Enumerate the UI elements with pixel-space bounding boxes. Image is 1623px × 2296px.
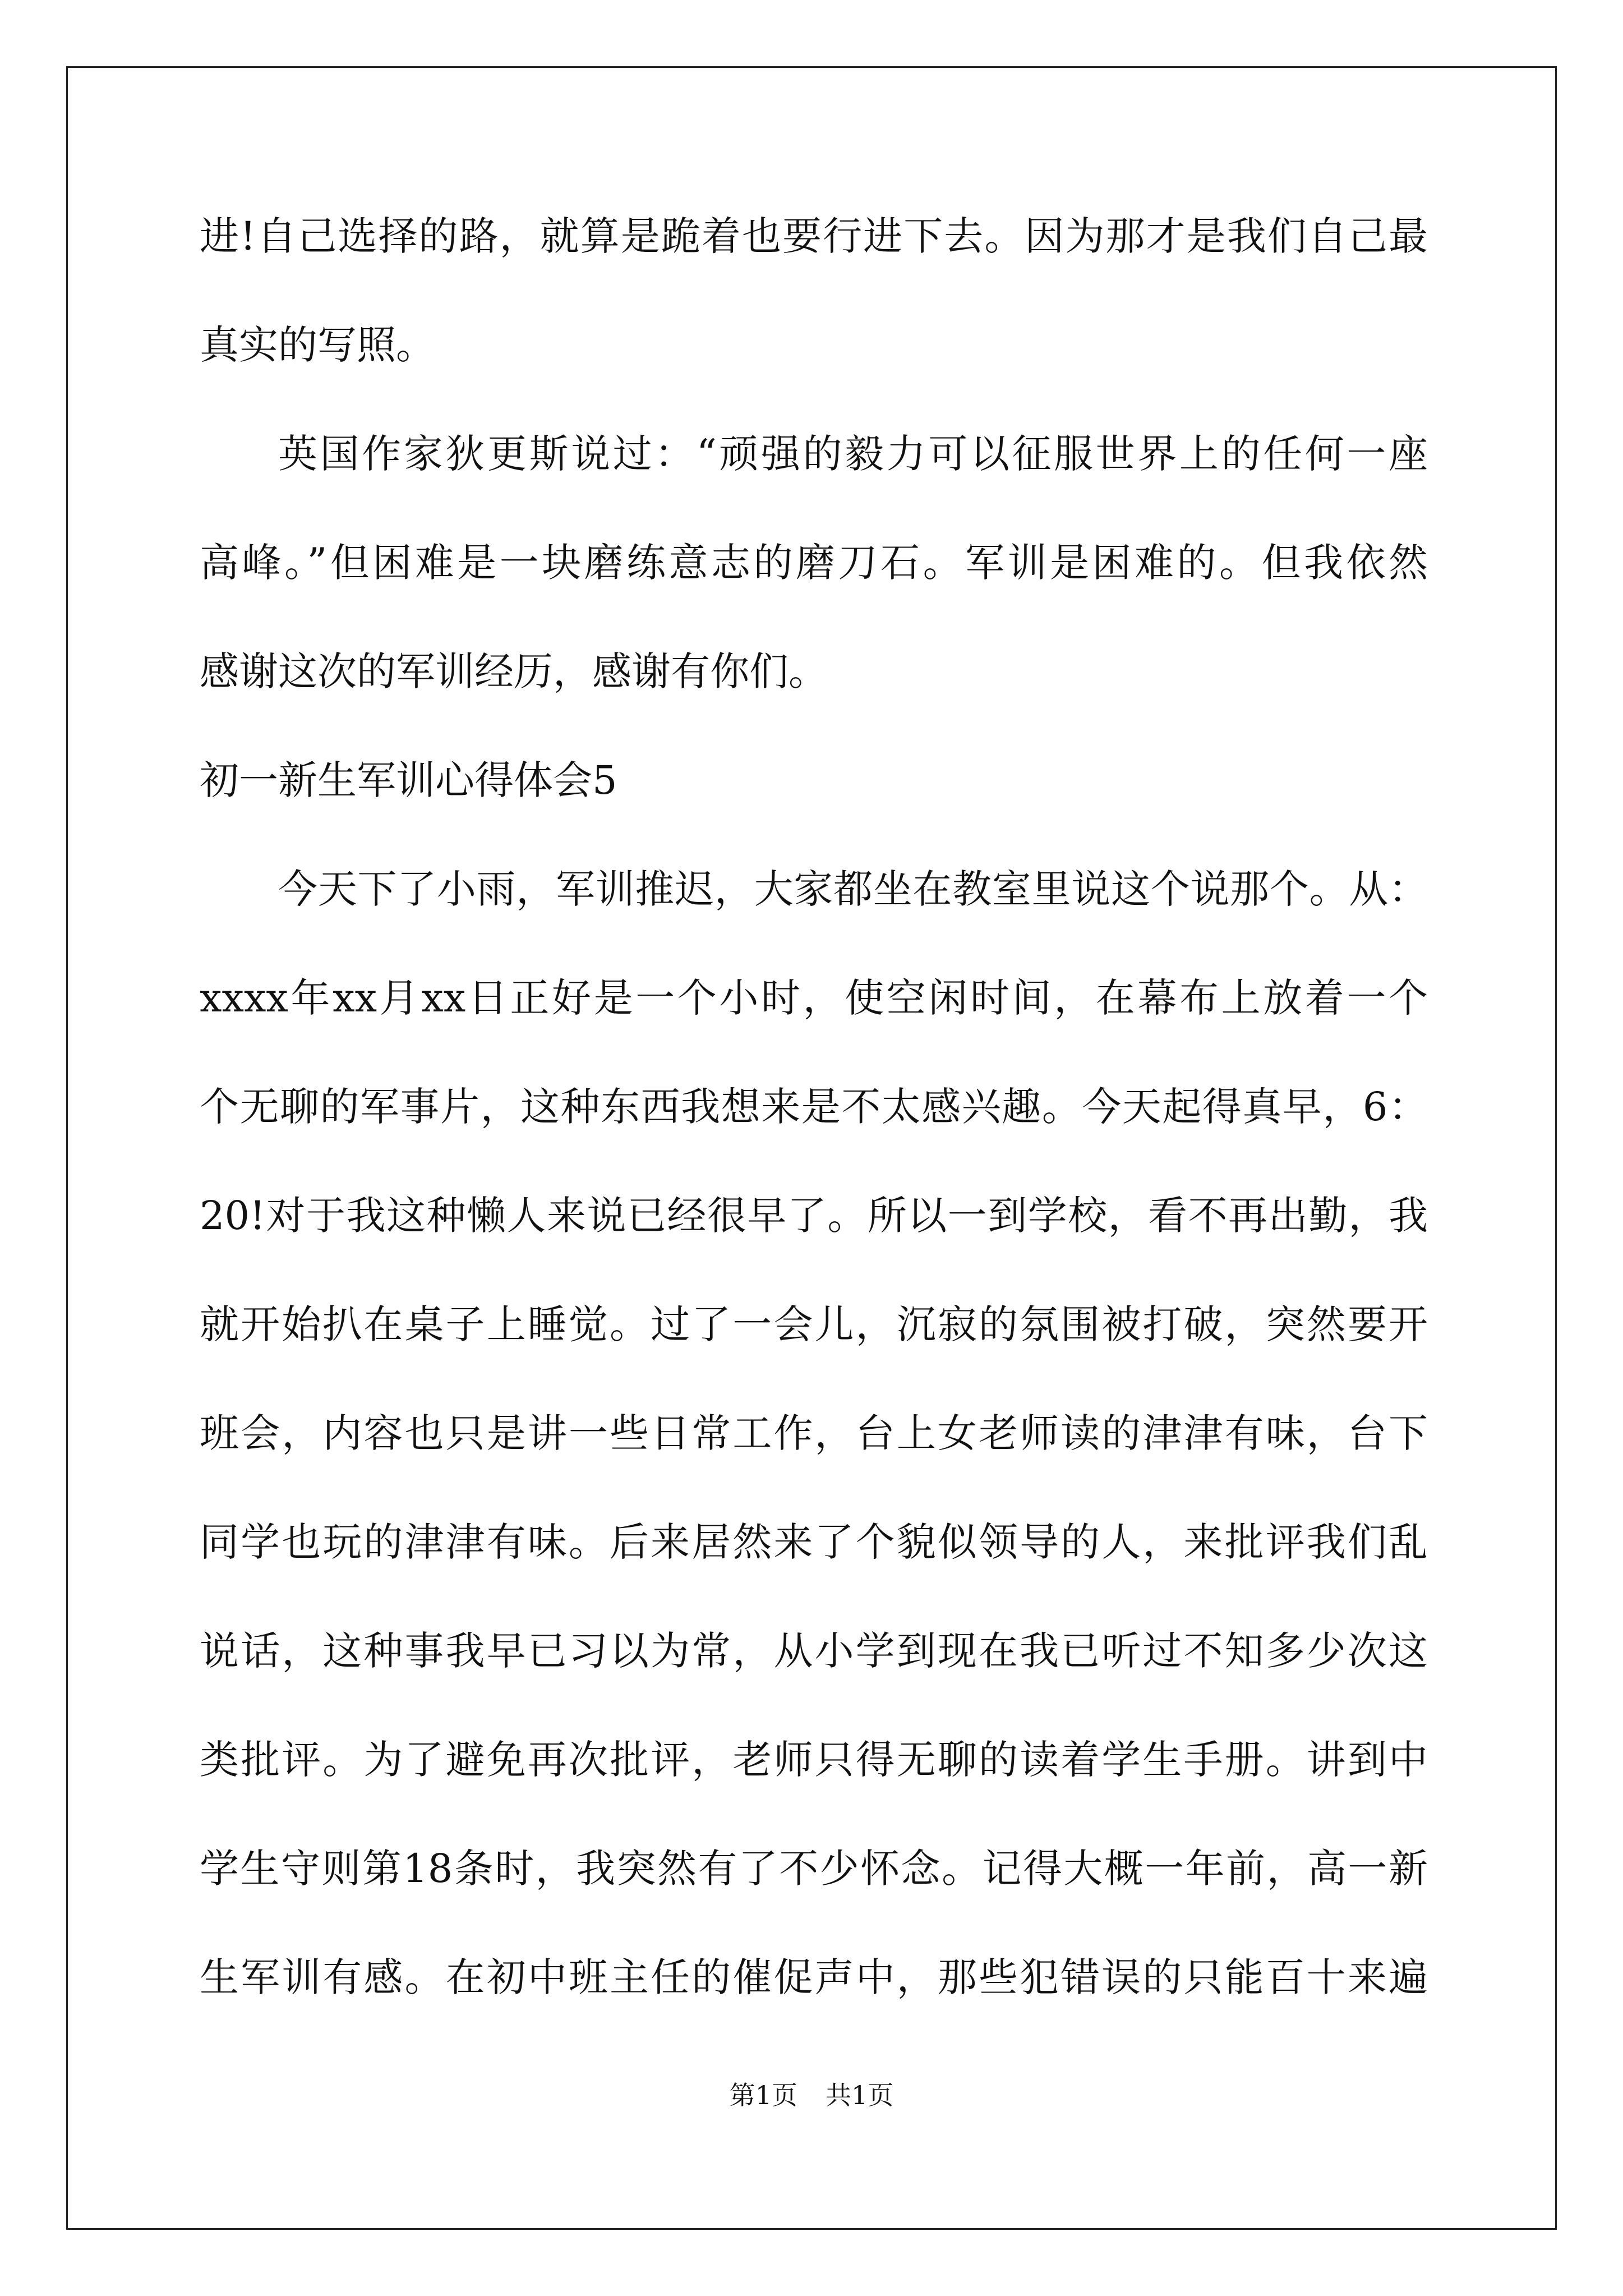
section-heading: 初一新生军训心得体会5	[200, 757, 617, 803]
text-line: 就开始扒在桌子上睡觉。过了一会儿，沉寂的氛围被打破，突然要开	[200, 1301, 1428, 1347]
page-number: 第1页	[729, 2080, 797, 2110]
text-line: 说话，这种事我早已习以为常，从小学到现在我已听过不知多少次这	[200, 1628, 1428, 1674]
text-line: 20!对于我这种懒人来说已经很早了。所以一到学校，看不再出勤，我	[200, 1193, 1428, 1239]
text-line: 进!自己选择的路，就算是跪着也要行进下去。因为那才是我们自己最	[200, 213, 1428, 259]
page-total: 共1页	[826, 2080, 894, 2110]
document-body	[200, 209, 1428, 2059]
text-line: 同学也玩的津津有味。后来居然来了个貌似领导的人，来批评我们乱	[200, 1519, 1428, 1565]
text-line: 生军训有感。在初中班主任的催促声中，那些犯错误的只能百十来遍	[200, 1954, 1428, 2000]
text-line: 高峰。”但困难是一块磨练意志的磨刀石。军训是困难的。但我依然	[200, 540, 1428, 586]
paragraph-start-line: 今天下了小雨，军训推迟，大家都坐在教室里说这个说那个。从：	[278, 866, 1428, 912]
text-line: 学生守则第18条时，我突然有了不少怀念。记得大概一年前，高一新	[200, 1846, 1428, 1892]
page-footer	[0, 2078, 1623, 2112]
text-line: 个无聊的军事片，这种东西我想来是不太感兴趣。今天起得真早，6：	[200, 1084, 1428, 1130]
text-line: 感谢这次的军训经历，感谢有你们。	[200, 648, 828, 694]
text-line: xxxx年xx月xx日正好是一个小时，使空闲时间，在幕布上放着一个	[200, 975, 1428, 1021]
text-line: 类批评。为了避免再次批评，老师只得无聊的读着学生手册。讲到中	[200, 1737, 1428, 1783]
paragraph-start-line: 英国作家狄更斯说过：“顽强的毅力可以征服世界上的任何一座	[278, 431, 1428, 477]
text-line: 班会，内容也只是讲一些日常工作，台上女老师读的津津有味，台下	[200, 1410, 1428, 1456]
text-line: 真实的写照。	[200, 322, 435, 368]
